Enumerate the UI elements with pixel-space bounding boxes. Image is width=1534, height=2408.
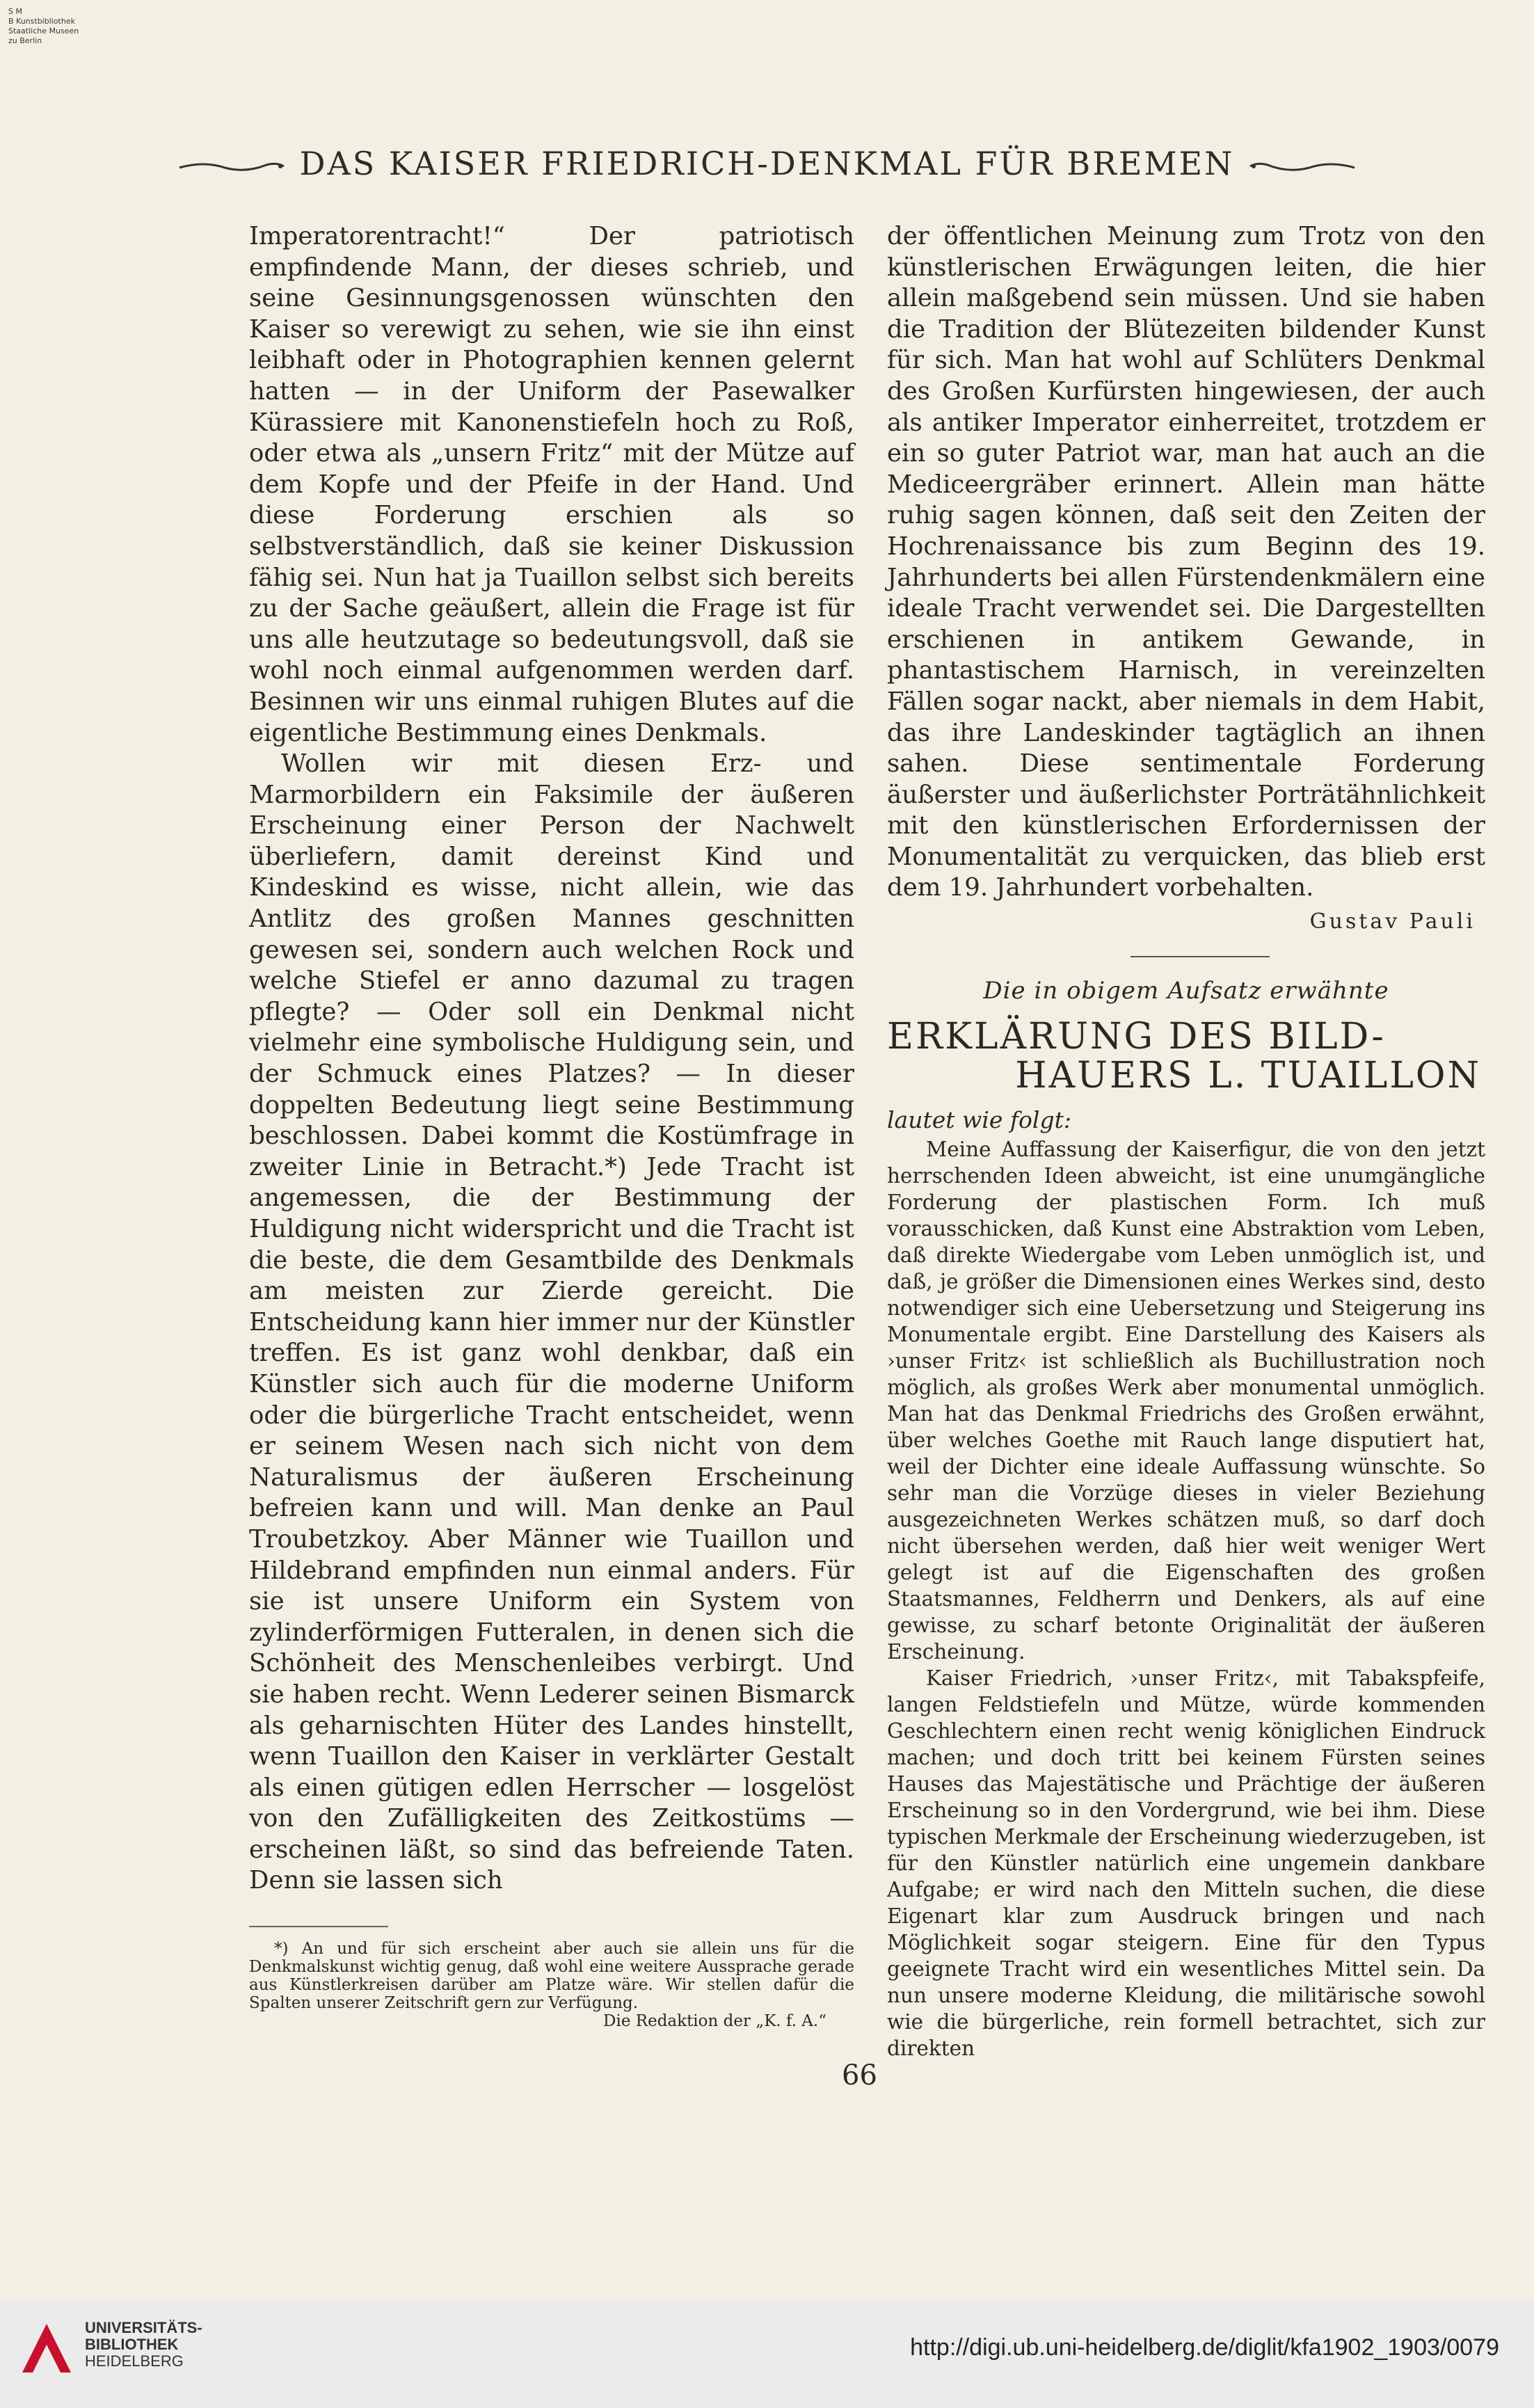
left-column [249,221,854,1897]
library-name [85,2320,202,2370]
statement-paragraph: Meine Auffassung der Kaiserfigur, die von den jetzt herrschenden Ideen abweicht, ist eine unumgängliche Forderung der plastischen Form. Ich muß vorausschicken, daß Kunst eine Abstraktion vom Leben, daß direkte Wiedergabe vom Leben unmöglich ist, und daß, je größer die Dimensionen eines Werkes sind, desto notwendiger sich eine Uebersetzung und Steigerung ins Monumentale ergibt. Eine Darstellung des Kaisers als ›unser Fritz‹ ist schließlich als Buchillustration noch möglich, als großes Werk aber monumental unmöglich. Man hat das Denkmal Friedrichs des Großen erwähnt, über welches Goethe mit Rauch lange disputiert hat, weil der Dichter eine ideale Auffassung wünschte. So sehr man die Vorzüge dieses in vieler Beziehung ausgezeichneten Werkes schätzen muß, so darf doch nicht übersehen werden, daß hier weit weniger Wert gelegt ist auf die Eigenschaften des großen Staatsmannes, Feldherrn und Denkers, als auf eine gewisse, zu scharf betonte Originalität der äußeren Erscheinung. [887,1137,1485,1664]
stamp-line: zu Berlin [8,36,42,45]
left-ornament-icon [176,159,287,173]
running-head-title: DAS KAISER FRIEDRICH-DENKMAL FÜR BREMEN [299,145,1235,182]
stamp-line: S M [8,7,22,16]
statement-text [887,1136,1485,2062]
section-heading-line-1: ERKLÄRUNG DES BILD- [887,1016,1386,1058]
paragraph: Imperatorentracht!“ Der patriotisch empfindende Mann, der dieses schrieb, und seine Gesinnungsgenossen wünschten den Kaiser so verewigt zu sehen, wie sie ihn einst leibhaft oder in Photographien kennen gelernt hatten — in der Uniform der Pasewalker Kürassiere mit Kanonenstiefeln hoch zu Roß, oder etwa als „unsern Fritz“ mit der Mütze auf dem Kopfe und der Pfeife in der Hand. Und diese Forderung erschien als so selbstverständlich, daß sie keiner Diskussion fähig sei. Nun hat ja Tuaillon selbst sich bereits zu der Sache geäußert, allein die Frage ist für uns alle heutzutage so bedeutungsvoll, daß sie wohl noch einmal aufgenommen werden darf. Besinnen wir uns einmal ruhigen Blutes auf die eigentliche Bestimmung eines Denkmals. [249,222,854,747]
right-ornament-icon [1247,159,1358,173]
section-heading-line-2: HAUERS L. TUAILLON [1015,1055,1481,1097]
right-column [887,221,1485,2062]
footnote-signature: Die Redaktion der „K. f. A.“ [603,2012,826,2030]
intro-line: Die in obigem Aufsatz erwähnte [983,976,1389,1005]
author-signature: Gustav Pauli [1309,909,1476,934]
footnote-rule [249,1926,388,1927]
library-line: HEIDELBERG [85,2352,184,2370]
university-library-logo-icon [15,2317,78,2379]
stamp-line: Staatliche Museen [8,26,79,35]
running-head [0,145,1534,182]
footnote [249,1940,854,2030]
library-line: UNIVERSITÄTS- [85,2319,202,2336]
library-stamp [8,7,85,46]
statement-paragraph: Kaiser Friedrich, ›unser Fritz‹, mit Tabakspfeife, langen Feldstiefeln und Mütze, würde kommenden Geschlechtern einen recht wenig königlichen Eindruck machen; und doch tritt bei keinem Fürsten seines Hauses das Majestätische und Prächtige der äußeren Erscheinung so in den Vordergrund, wie bei ihm. Diese typischen Merkmale der Erscheinung wiederzugeben, ist für den Künstler natürlich eine ungemein dankbare Aufgabe; er wird nach den Mitteln suchen, die diese Eigenart klar zum Ausdruck bringen und nach Möglichkeit sogar steigern. Eine für den Typus geeignete Tracht wird ein wesentliches Mittel sein. Da nun unsere moderne Kleidung, die militärische sowohl wie die bürgerliche, rein formell betrachtet, sich zur direkten [887,1666,1485,2060]
section-rule [1130,956,1270,957]
library-line: BIBLIOTHEK [85,2336,179,2353]
source-url[interactable]: http://digi.ub.uni-heidelberg.de/diglit/kfa1902_1903/0079 [910,2334,1499,2361]
paragraph: Wollen wir mit diesen Erz- und Marmorbildern ein Faksimile der äußeren Erscheinung einer Person der Nachwelt überliefern, damit dereinst Kind und Kindeskind es wisse, nicht allein, wie das Antlitz des großen Mannes geschnitten gewesen sei, sondern auch welchen Rock und welche Stiefel er anno dazumal zu tragen pflegte? — Oder soll ein Denkmal nicht vielmehr eine symbolische Huldigung sein, und der Schmuck eines Platzes? — In dieser doppelten Bedeutung liegt seine Bestimmung beschlossen. Dabei kommt die Kostümfrage in zweiter Linie in Betracht.*) Jede Tracht ist angemessen, die der Bestimmung der Huldigung nicht widerspricht und die Tracht ist die beste, die dem Gesamtbilde des Denkmals am meisten zur Zierde gereicht. Die Entscheidung kann hier immer nur der Künstler treffen. Es ist ganz wohl denkbar, daß ein Künstler sich auch für die moderne Uniform oder die bürgerliche Tracht entscheidet, wenn er seinem Wesen nach sich nicht von dem Naturalismus der äußeren Erscheinung befreien kann und will. Man denke an Paul Troubetzkoy. Aber Männer wie Tuaillon und Hildebrand empfinden nun einmal anders. Für sie ist unsere Uniform ein System von zylinderförmigen Futteralen, in denen sich die Schönheit des Menschenleibes verbirgt. Und sie haben recht. Wenn Lederer seinen Bismarck als geharnischten Hüter des Landes hinstellt, wenn Tuaillon den Kaiser in verklärter Gestalt als einen gütigen edlen Herrscher — losgelöst von den Zufälligkeiten des Zeitkostüms — erscheinen läßt, so sind das befreiende Taten. Denn sie lassen sich [249,749,854,1895]
paragraph: der öffentlichen Meinung zum Trotz von den künstlerischen Erwägungen leiten, die hier allein maßgebend sein müssen. Und sie haben die Tradition der Blütezeiten bildender Kunst für sich. Man hat wohl auf Schlüters Denkmal des Großen Kurfürsten hingewiesen, der auch als antiker Imperator einherreitet, trotzdem er ein so guter Patriot war, man hat auch an die Mediceergräber erinnert. Allein man hätte ruhig sagen können, daß seit den Zeiten der Hochrenaissance bis zum Beginn des 19. Jahrhunderts bei allen Fürstendenkmälern eine ideale Tracht verwendet sei. Die Dargestellten erschienen in antikem Gewande, in phantastischem Harnisch, in vereinzelten Fällen sogar nackt, aber niemals in dem Habit, das ihre Landeskinder tagtäglich an ihnen sahen. Diese sentimentale Forderung äußerster und äußerlichster Porträtähnlichkeit mit den künstlerischen Erfordernissen der Monumentalität zu verquicken, das blieb erst dem 19. Jahrhundert vorbehalten. [887,222,1485,902]
footnote-text: *) An und für sich erscheint aber auch sie allein uns für die Denkmalskunst wichtig genug, daß wohl eine weitere Aussprache gerade aus Künstlerkreisen darüber am Platze wäre. Wir stellen dafür die Spalten unserer Zeitschrift gern zur Verfügung. [249,1940,854,2012]
stamp-line: B Kunstbibliothek [8,17,75,26]
lautet-line: lautet wie folgt: [887,1106,1071,1134]
page-number: 66 [842,2059,877,2091]
